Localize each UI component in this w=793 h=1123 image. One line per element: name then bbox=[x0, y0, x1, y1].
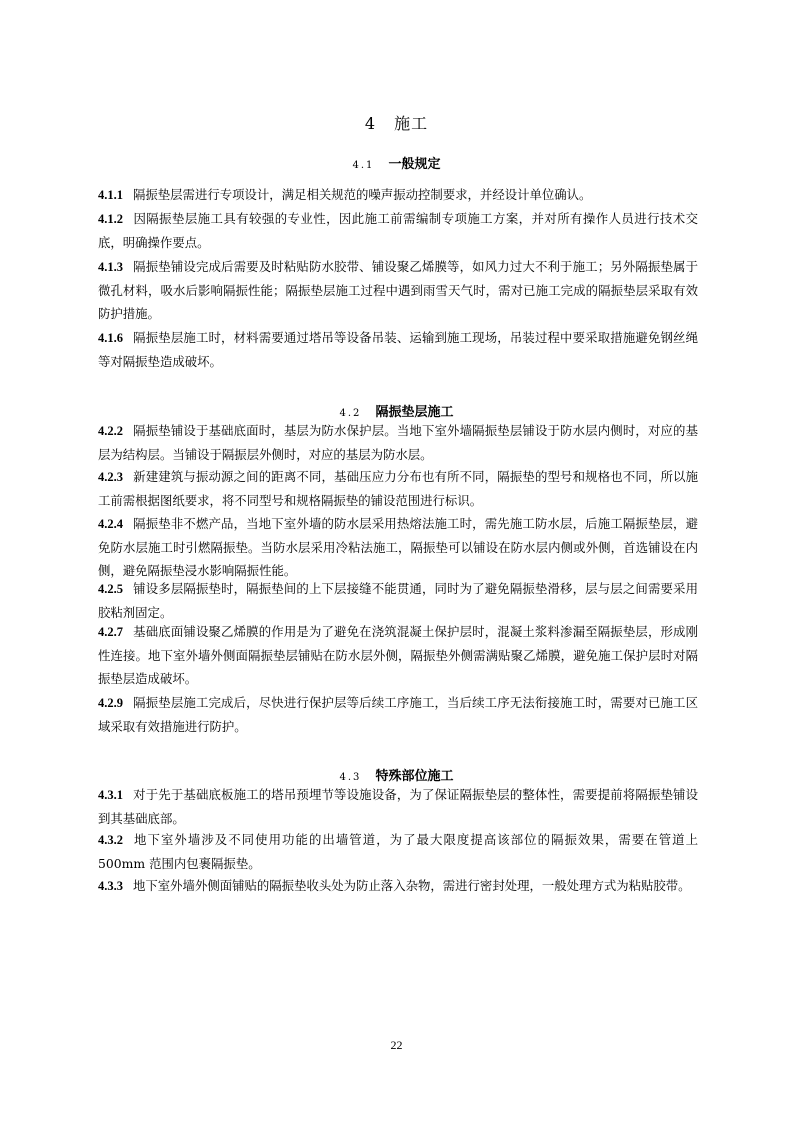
clause bbox=[98, 326, 698, 373]
clause-text: 隔振垫铺设完成后需要及时粘贴防水胶带、铺设聚乙烯膜等，如风力过大不利于施工；另外隔振垫属于微孔材料，吸水后影响隔振性能；隔振垫层施工过程中遇到雨雪天气时，需对已施工完成的隔振垫层采取有效防护措施。 bbox=[98, 259, 698, 321]
chapter-number: 4 bbox=[364, 114, 377, 133]
section-heading bbox=[0, 153, 793, 172]
clause-text: 隔振垫层施工时，材料需要通过塔吊等设备吊装、运输到施工现场，吊装过程中要采取措施避免钢丝绳等对隔振垫造成破坏。 bbox=[98, 330, 698, 369]
clause-text: 基础底面铺设聚乙烯膜的作用是为了避免在浇筑混凝土保护层时，混凝土浆料渗漏至隔振垫层，形成刚性连接。地下室外墙外侧面隔振垫层铺贴在防水层外侧，隔振垫外侧需满贴聚乙烯膜，避免施工保护层时对隔振垫层造成破坏。 bbox=[98, 624, 698, 686]
clause bbox=[98, 691, 698, 738]
clause bbox=[98, 828, 698, 875]
clause bbox=[98, 874, 698, 898]
section-number: 4.1 bbox=[352, 160, 375, 171]
clause-text: 铺设多层隔振垫时，隔振垫间的上下层接缝不能贯通，同时为了避免隔振垫滑移，层与层之间需要采用胶粘剂固定。 bbox=[98, 581, 698, 620]
clause-text: 地下室外墙涉及不同使用功能的出墙管道，为了最大限度提高该部位的隔振效果，需要在管道上500mm 范围内包裹隔振垫。 bbox=[98, 832, 698, 871]
section-title: 隔振垫层施工 bbox=[375, 405, 454, 420]
clause bbox=[98, 419, 698, 466]
section-heading bbox=[0, 765, 793, 784]
clause bbox=[98, 207, 698, 254]
clause-number: 4.3.3 bbox=[98, 879, 123, 893]
clause bbox=[98, 255, 698, 325]
clause-number: 4.2.3 bbox=[98, 470, 123, 484]
clause-number: 4.2.2 bbox=[98, 424, 123, 438]
page-number: 22 bbox=[390, 1038, 403, 1052]
clause-number: 4.2.5 bbox=[98, 582, 123, 596]
clause bbox=[98, 465, 698, 512]
section-number: 4.2 bbox=[339, 408, 362, 419]
clause-number: 4.3.1 bbox=[98, 788, 123, 802]
clause bbox=[98, 620, 698, 690]
clause-text: 因隔振垫层施工具有较强的专业性，因此施工前需编制专项施工方案，并对所有操作人员进行技术交底，明确操作要点。 bbox=[98, 211, 698, 250]
clause bbox=[98, 512, 698, 582]
clause-number: 4.1.1 bbox=[98, 188, 123, 202]
clause-number: 4.1.2 bbox=[98, 212, 123, 226]
clause-text: 隔振垫层施工完成后，尽快进行保护层等后续工序施工，当后续工序无法衔接施工时，需要对已施工区域采取有效措施进行防护。 bbox=[98, 695, 698, 734]
clause-number: 4.2.4 bbox=[98, 517, 123, 531]
section-heading bbox=[0, 401, 793, 420]
clause bbox=[98, 183, 698, 207]
chapter-title-text: 施工 bbox=[394, 114, 429, 133]
section-number: 4.3 bbox=[339, 772, 362, 783]
section-title: 一般规定 bbox=[388, 157, 441, 172]
chapter-title bbox=[0, 111, 793, 134]
clause-text: 隔振垫非不燃产品，当地下室外墙的防水层采用热熔法施工时，需先施工防水层，后施工隔振垫层，避免防水层施工时引燃隔振垫。当防水层采用冷粘法施工，隔振垫可以铺设在防水层内侧或外侧，首选铺设在内侧，避免隔振垫浸水影响隔振性能。 bbox=[98, 516, 698, 578]
clause-text: 新建建筑与振动源之间的距离不同，基础压应力分布也有所不同，隔振垫的型号和规格也不同，所以施工前需根据图纸要求，将不同型号和规格隔振垫的铺设范围进行标识。 bbox=[98, 469, 698, 508]
clause-text: 隔振垫铺设于基础底面时，基层为防水保护层。当地下室外墙隔振垫层铺设于防水层内侧时，对应的基层为结构层。当铺设于隔振层外侧时，对应的基层为防水层。 bbox=[98, 423, 698, 462]
clause-text: 隔振垫层需进行专项设计，满足相关规范的噪声振动控制要求，并经设计单位确认。 bbox=[133, 187, 592, 202]
clause bbox=[98, 783, 698, 830]
clause-text: 地下室外墙外侧面铺贴的隔振垫收头处为防止落入杂物，需进行密封处理，一般处理方式为粘贴胶带。 bbox=[133, 878, 691, 893]
clause bbox=[98, 577, 698, 624]
clause-number: 4.1.6 bbox=[98, 331, 123, 345]
clause-text: 对于先于基础底板施工的塔吊预埋节等设施设备，为了保证隔振垫层的整体性，需要提前将隔振垫铺设到其基础底部。 bbox=[98, 787, 698, 826]
clause-number: 4.1.3 bbox=[98, 260, 123, 274]
clause-number: 4.2.9 bbox=[98, 696, 123, 710]
clause-number: 4.2.7 bbox=[98, 625, 123, 639]
clause-number: 4.3.2 bbox=[98, 833, 123, 847]
section-title: 特殊部位施工 bbox=[375, 769, 454, 784]
